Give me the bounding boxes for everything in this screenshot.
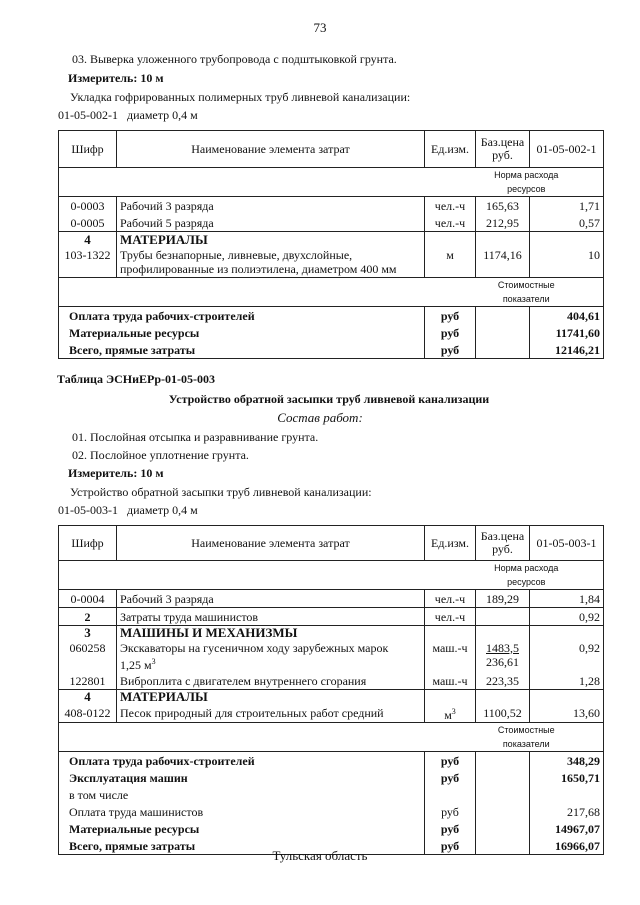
header-price: Баз.цена руб. [476, 526, 530, 561]
work-item-03: 03. Выверка уложенного трубопровода с подштыковкой грунта. [72, 52, 397, 66]
cost-label: Стоимостные показатели [530, 723, 604, 752]
total-row: в том числе [59, 787, 604, 804]
cost-table-1 [58, 130, 604, 359]
header-code: Шифр [59, 526, 117, 561]
total-row: Оплата труда машинистов руб 217,68 [59, 804, 604, 821]
code-line-2: 01-05-003-1 диаметр 0,4 м [58, 503, 198, 517]
header-unit: Ед.изм. [425, 131, 476, 168]
total-row: Всего, прямые затраты руб 12146,21 [59, 342, 604, 359]
cost-table-2 [58, 525, 604, 855]
table-row: 2 Затраты труда машинистов чел.-ч 0,92 [59, 608, 604, 626]
total-row: Оплата труда рабочих-строителей руб 404,61 [59, 307, 604, 325]
norm-label: Норма расхода ресурсов [530, 168, 604, 197]
total-row: Материальные ресурсы руб 14967,07 [59, 821, 604, 838]
work-item-02: 02. Послойное уплотнение грунта. [72, 448, 249, 462]
group-row: 3 МАШИНЫ И МЕХАНИЗМЫ [59, 626, 604, 641]
total-row: Материальные ресурсы руб 11741,60 [59, 325, 604, 342]
group-row: 4 МАТЕРИАЛЫ [59, 690, 604, 705]
cost-label: Стоимостные показатели [530, 278, 604, 307]
code-line-1: 01-05-002-1 диаметр 0,4 м [58, 108, 198, 122]
total-row: Эксплуатация машин руб 1650,71 [59, 770, 604, 787]
header-unit: Ед.изм. [425, 526, 476, 561]
work-item-01: 01. Послойная отсыпка и разравнивание грунта. [72, 430, 319, 444]
measure-1: Измеритель: 10 м [68, 71, 164, 85]
table-row: 060258 Экскаваторы на гусеничном ходу зарубежных марок 1,25 $м^3$ маш.-ч 1483,5 236,61 0,92 [59, 641, 604, 674]
total-row: Оплата труда рабочих-строителей руб 348,29 [59, 752, 604, 770]
group-row: 4 МАТЕРИАЛЫ [59, 232, 604, 248]
table-row: 0-0005 Рабочий 5 разряда чел.-ч 212,95 0,57 [59, 215, 604, 232]
table-header [59, 131, 604, 168]
page-number: 73 [313, 20, 327, 35]
table-row: 408-0122 Песок природный для строительных работ средний $м^3$ 1100,52 13,60 [59, 705, 604, 723]
description-2: Устройство обратной засыпки труб ливневой канализации: [70, 485, 372, 499]
table-row: 103-1322 Трубы безнапорные, ливневые, двухслойные, профилированные из полиэтилена, диаметром 400 мм м 1174,16 10 [59, 248, 604, 278]
composition-label: Состав работ: [277, 410, 363, 425]
footer-region: Тульская область [272, 848, 368, 863]
norm-label: Норма расхода ресурсов [530, 561, 604, 590]
header-name: Наименование элемента затрат [117, 526, 425, 561]
table-header [59, 526, 604, 561]
table-row: 0-0003 Рабочий 3 разряда чел.-ч 165,63 1,71 [59, 197, 604, 215]
header-resource-code: 01-05-002-1 [530, 131, 604, 168]
table-row: 0-0004 Рабочий 3 разряда чел.-ч 189,29 1,84 [59, 590, 604, 608]
header-price: Баз.цена руб. [476, 131, 530, 168]
header-code: Шифр [59, 131, 117, 168]
measure-2: Измеритель: 10 м [68, 466, 164, 480]
table-row: 122801 Виброплита с двигателем внутреннего сгорания маш.-ч 223,35 1,28 [59, 674, 604, 690]
section-heading: Устройство обратной засыпки труб ливневой канализации [168, 392, 490, 406]
table-title: Таблица ЭСНиЕРр-01-05-003 [57, 372, 216, 386]
header-resource-code: 01-05-003-1 [530, 526, 604, 561]
description-1: Укладка гофрированных полимерных труб ливневой канализации: [70, 90, 411, 104]
total-row: Всего, прямые затраты руб 16966,07 [59, 838, 604, 855]
header-name: Наименование элемента затрат [117, 131, 425, 168]
